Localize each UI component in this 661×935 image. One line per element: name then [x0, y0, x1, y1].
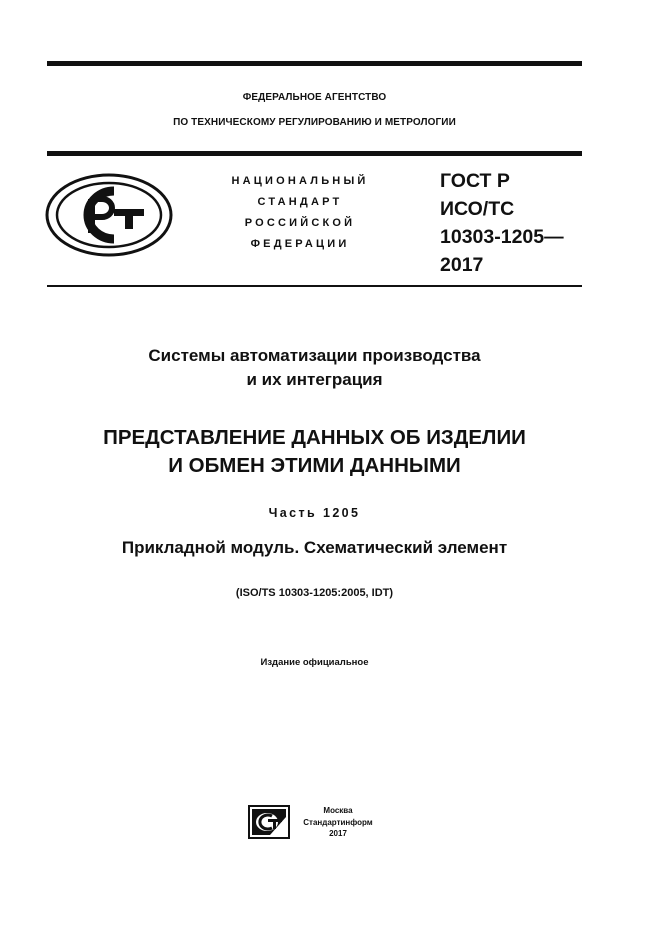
series-title-line: и их интеграция	[246, 370, 383, 389]
edition-note: Издание официальное	[260, 657, 369, 668]
designation-line: 2017	[440, 254, 484, 276]
main-title-line: И ОБМЕН ЭТИМИ ДАННЫМИ	[168, 454, 461, 477]
designation-line: ИСО/ТС	[440, 198, 515, 220]
bottom-rule	[47, 285, 582, 287]
part-number: Часть 1205	[268, 506, 361, 520]
designation-line: ГОСТ Р	[440, 170, 510, 192]
main-title	[47, 424, 582, 480]
publisher-year: 2017	[329, 829, 347, 838]
publisher-imprint	[294, 805, 382, 840]
part-subtitle: Прикладной модуль. Схематический элемент	[121, 538, 508, 557]
gost-logo-icon	[44, 172, 174, 258]
agency-name-line-1: ФЕДЕРАЛЬНОЕ АГЕНТСТВО	[242, 92, 387, 103]
national-standard-label	[195, 171, 405, 255]
middle-rule	[47, 151, 582, 156]
national-standard-line: ФЕДЕРАЦИИ	[250, 238, 350, 250]
national-standard-line: СТАНДАРТ	[257, 196, 343, 208]
series-title-line: Системы автоматизации производства	[148, 346, 481, 365]
standard-designation	[440, 167, 564, 279]
publisher-name: Стандартинформ	[303, 817, 373, 827]
series-title	[47, 344, 582, 392]
top-rule	[47, 61, 582, 66]
publisher-city: Москва	[323, 806, 353, 815]
designation-line: 10303-1205—	[440, 226, 564, 248]
publisher-logo-icon	[248, 805, 290, 839]
iso-reference: (ISO/TS 10303-1205:2005, IDT)	[235, 587, 394, 599]
agency-name-line-2: ПО ТЕХНИЧЕСКОМУ РЕГУЛИРОВАНИЮ И МЕТРОЛОГИИ	[173, 117, 456, 128]
national-standard-line: РОССИЙСКОЙ	[244, 217, 356, 229]
main-title-line: ПРЕДСТАВЛЕНИЕ ДАННЫХ ОБ ИЗДЕЛИИ	[103, 426, 526, 449]
national-standard-line: НАЦИОНАЛЬНЫЙ	[231, 175, 369, 187]
